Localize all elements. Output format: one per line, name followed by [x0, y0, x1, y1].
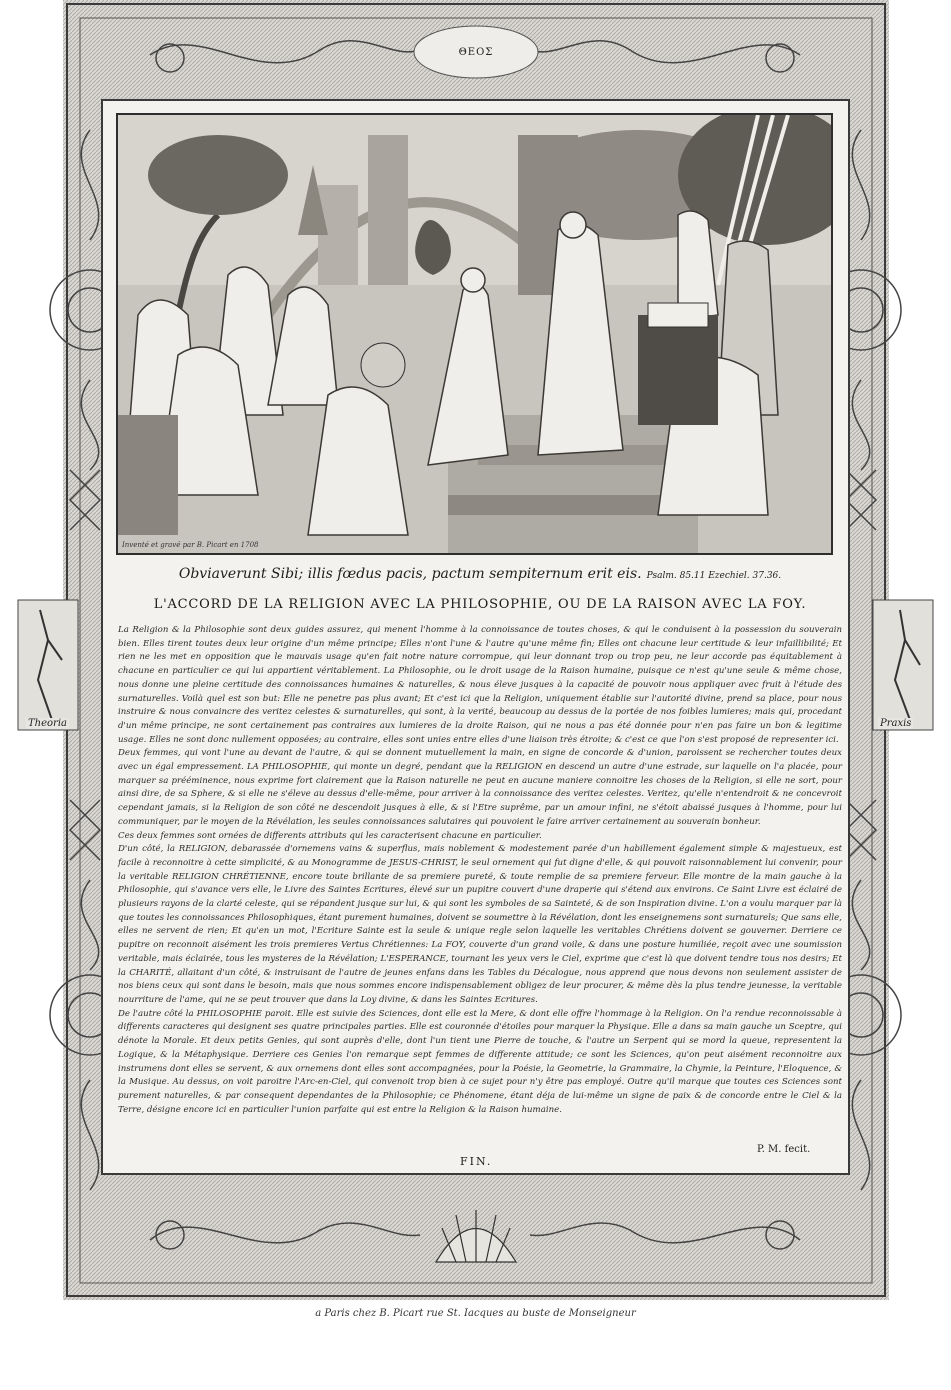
motto-text: Obviaverunt Sibi; illis fœdus pacis, pactum sempiternum erit eis.: [178, 566, 642, 582]
motto-reference: Psalm. 85.11 Ezechiel. 37.36.: [646, 571, 782, 581]
paragraph: De l'autre côté la PHILOSOPHIE paroit. Elle est suivie des Sciences, dont elle est la Mere, & dont elle offre l'hommage à la Religion. On l'a rendue reconnoissable à differents caracteres qui designent ses quatre principales parties. Elle est couronnée d'étoiles pour marquer la Physique. Elle a dans sa main gauche un Sceptre, qui dénote la Morale. Et deux petits Genies, qui sont auprès d'elle, dont l'un tient une Pierre de touche, & l'autre un Serpent qui se mord la queue, representent la Logique, & la Métaphysique. Derriere ces Genies l'on remarque sept femmes de differente attitude; ce sont les Sciences, qu'on peut aisément reconnoitre aux instrumens dont elles se servent, & aux ornemens dont elles sont accompagnées, pour la Poésie, la Geometrie, la Grammaire, la Chymie, la Peinture, l'Eloquence, & la Musique. Au dessus, on voit paroitre l'Arc-en-Ciel, qui convenoit trop bien à ce sujet pour n'y être pas employé. Outre qu'il marque que toutes ces Sciences sont purement naturelles, & par consequent dependantes de la Philosophie; ce Phénomene, étant déja de lui-même un signe de paix & de concorde entre le Ciel & la Terre, désigne encore ici en particulier l'union parfaite qui est entre la Religion & la Raison humaine.: [118, 1008, 842, 1115]
engraving-illustration: [116, 113, 833, 555]
paragraph: La Religion & la Philosophie sont deux guides assurez, qui menent l'homme à la connoissance de toutes choses, & qui le conduisent à la possession du souverain bien. Elles tirent toutes deux leur origine d'un même principe; Elles n'ont l'une & l'autre qu'une même fin; Elles ont chacune leur certitude & leur infaillibilité; Et rien ne les met en opposition que le mauvais usage qu'en fait notre nature corrompue, qui leur donnant trop ou trop peu, ne leur accorde pas équitablement à chacune en particulier ce qui lui appartient véritablement. La Philosophie, ou le droit usage de la Raison humaine, puisque ce n'est qu'une seule & même chose, nous donne une pleine certitude des connoissances humaines & naturelles, & nous éleve jusques à la capacité de pouvoir nous appliquer avec fruit à l'étude des surnaturelles. Voilà quel est son but: Elle ne penetre pas plus avant; Et c'est ici que la Religion, uniquement établie sur l'autorité divine, prend sa place, pour nous instruire & nous convaincre des veritez celestes & surnaturelles, qui sont, à la verité, beaucoup au dessus de la portée de nos foibles lumieres; mais qui, procedant d'un même principe, ne sont certainement pas contraires aux lumieres de la droite Raison, qui ne nous a pas été donnée pour n'en pas faire un bon & legitime usage. Elles ne sont donc nullement opposées; au contraire, elles sont unies entre elles d'une liaison très étroite; & c'est ce que l'on s'est proposé de representer ici.: [118, 625, 842, 745]
theos-label: ΘΕΟΣ: [458, 47, 494, 58]
paragraph: D'un côté, la RELIGION, debarassée d'ornemens vains & superflus, mais noblement & modestement parée d'un habillement également simple & majestueux, est facile à reconnoitre à cette simplicité, & au Monogramme de JESUS-CHRIST, le seul ornement qui fut digne d'elle, & qui pouvoit raisonnablement lui convenir, pour la veritable RELIGION CHRÉTIENNE, encore toute brillante de sa premiere pureté, & toute remplie de sa premiere ferveur. Elle montre de la main gauche à la Philosophie, qui s'avance vers elle, le Livre des Saintes Ecritures, élevé sur un pupitre couvert d'une draperie qui s'étend aux environs. Ce Saint Livre est éclairé de plusieurs rayons de la clarté celeste, qui se répandent jusque sur lui, & qui sont les symboles de sa Sainteté, & de son Inspiration divine. L'on a voulu marquer par là que toutes les connoissances Philosophiques, étant purement humaines, doivent se soumettre à la Révélation, dont les enseignemens sont surnaturels; Que sans elle, elles ne servent de rien; Et qu'en un mot, l'Ecriture Sainte est la seule & unique regle selon laquelle les veritables Chrétiens doivent se gouverner. Derriere ce pupitre on reconnoit aisément les trois premieres Vertus Chrétiennes: La FOY, couverte d'un grand voile, & dans une posture humiliée, reçoit avec une soumission veritable, mais éclairée, tous les mysteres de la Révélation; L'ESPERANCE, tournant les yeux vers le Ciel, exprime que c'est là que doivent tendre tous nos desirs; Et la CHARITÉ, allaitant d'un côté, & instruisant de l'autre de jeunes enfans dans les Tables du Décalogue, nous apprend que nous devons non seulement assister de nos biens ceux qui sont dans le besoin, mais que nous sommes encore indispensablement obligez de leur procurer, & même dès la plus tendre jeunesse, la veritable nourriture de l'ame, qui ne se peut trouver que dans la Loy divine, & dans les Saintes Ecritures.: [118, 844, 842, 1005]
theoria-label: Theoria: [28, 718, 67, 729]
maker-signature: P. M. fecit.: [757, 1144, 811, 1155]
lectern: [638, 315, 718, 425]
praxis-figure: [873, 600, 933, 730]
description-text: [118, 624, 842, 1117]
globe: [361, 343, 405, 387]
publisher-line: a Paris chez B. Picart rue St. Iacques au buste de Monseigneur: [315, 1308, 636, 1319]
latin-motto: [110, 563, 850, 582]
page-title: L'ACCORD DE LA RELIGION AVEC LA PHILOSOPHIE, OU DE LA RAISON AVEC LA FOY.: [153, 597, 807, 612]
paragraph: Ces deux femmes sont ornées de differents attributs qui les caracterisent chacune en particulier.: [118, 830, 542, 841]
fin-label: FIN.: [460, 1155, 493, 1168]
engraver-signature: Inventé et gravé par B. Picart en 1708: [122, 541, 259, 549]
praxis-label: Praxis: [880, 718, 912, 729]
paragraph: Deux femmes, qui vont l'une au devant de l'autre, & qui se donnent mutuellement la main, en signe de concorde & d'union, paroissent se rechercher toutes deux avec un égal empressement. LA PHILOSOPHIE, qui monte un degré, pendant que la RELIGION en descend un autre d'une estrade, sur laquelle on l'a placée, pour marquer sa prééminence, nous exprime fort clairement que la Raison naturelle ne peut en aucune maniere connoitre les choses de la Religion, si elle ne sort, pour ainsi dire, de sa Sphere, & si elle ne s'éleve au dessus d'elle-même, pour arriver à la connoissance des veritez celestes. Veritez, qu'elle n'entendroit & ne concevroit cependant jamais, si la Religion de son côté ne descendoit jusques à elle, & si l'Etre suprême, par un amour infini, ne s'étoit abaissé jusques à l'homme, pour lui communiquer, par le moyen de la Révélation, les seules connoissances salutaires qui pouvoient le faire arriver certainement au souverain bonheur.: [118, 748, 842, 827]
